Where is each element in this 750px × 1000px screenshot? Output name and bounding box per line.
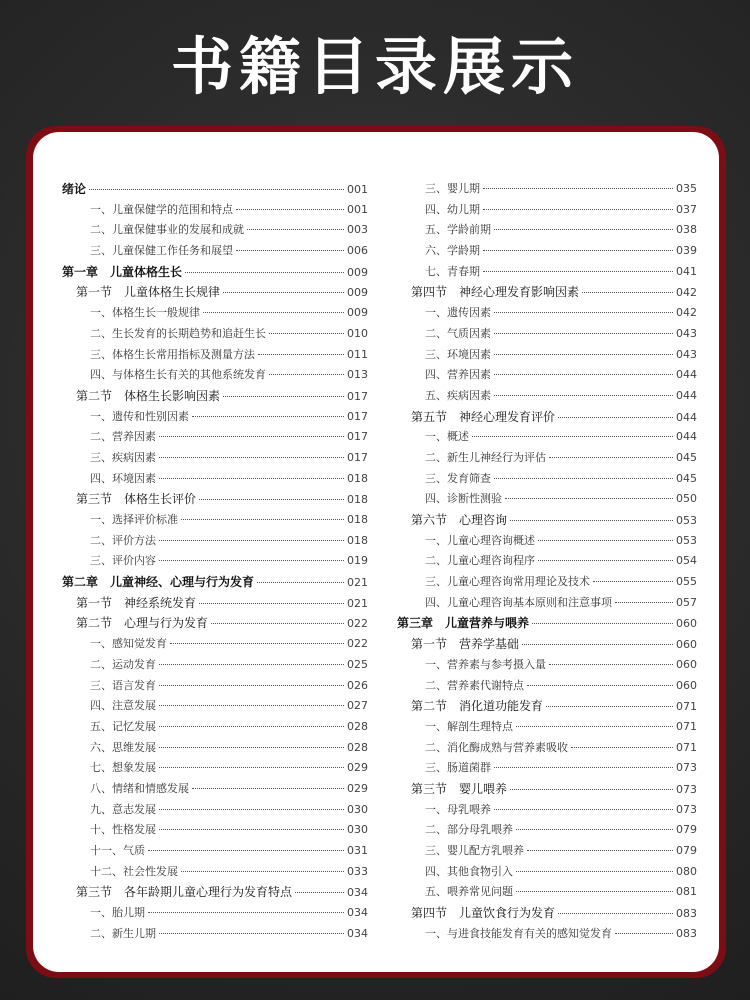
toc-entry-label: 一、概述	[425, 430, 469, 444]
toc-item-row	[397, 883, 697, 904]
leader-dots	[615, 933, 673, 934]
toc-entry-page: 013	[347, 368, 368, 382]
toc-entry-page: 053	[676, 514, 697, 527]
leader-dots	[159, 540, 344, 541]
toc-entry-label: 三、发育筛查	[425, 471, 491, 485]
toc-item-row	[397, 532, 697, 553]
toc-section-row	[397, 780, 697, 801]
leader-dots	[483, 209, 673, 210]
toc-item-row	[62, 221, 368, 242]
leader-dots	[181, 519, 344, 520]
leader-dots	[192, 788, 344, 789]
toc-entry-page: 043	[676, 347, 697, 361]
leader-dots	[516, 829, 673, 830]
toc-item-row	[62, 677, 368, 698]
toc-chapter-row	[397, 614, 697, 635]
toc-item-row	[62, 325, 368, 346]
toc-entry-page: 030	[347, 823, 368, 837]
toc-entry-label: 一、与进食技能发育有关的感知觉发育	[425, 926, 612, 940]
toc-entry-label: 一、解剖生理特点	[425, 719, 513, 733]
toc-entry-label: 第四节 儿童饮食行为发育	[411, 906, 556, 921]
toc-entry-label: 第二节 体格生长影响因素	[76, 388, 221, 403]
toc-item-row	[62, 242, 368, 263]
leader-dots	[516, 891, 673, 892]
toc-item-row	[62, 408, 368, 429]
toc-entry-page: 006	[347, 244, 368, 258]
leader-dots	[516, 871, 673, 872]
toc-entry-page: 019	[347, 554, 368, 568]
toc-item-row	[397, 925, 697, 946]
leader-dots	[247, 229, 344, 230]
toc-entry-page: 071	[676, 700, 697, 714]
toc-entry-page: 055	[676, 575, 697, 589]
leader-dots	[516, 726, 673, 727]
leader-dots	[527, 850, 673, 851]
leader-dots	[527, 685, 673, 686]
leader-dots	[549, 457, 673, 458]
toc-section-row	[62, 283, 368, 304]
toc-item-row	[62, 346, 368, 367]
toc-entry-label: 二、新生儿神经行为评估	[425, 450, 546, 464]
toc-entry-label: 一、母乳喂养	[425, 802, 491, 816]
toc-item-row	[397, 842, 697, 863]
toc-entry-page: 022	[347, 637, 368, 651]
toc-entry-label: 第二章 儿童神经、心理与行为发育	[62, 575, 255, 590]
toc-entry-page: 081	[676, 885, 697, 899]
leader-dots	[494, 374, 673, 375]
toc-item-row	[397, 470, 697, 491]
toc-entry-page: 022	[347, 617, 368, 631]
toc-item-row	[62, 759, 368, 780]
leader-dots	[558, 913, 673, 914]
leader-dots	[159, 726, 344, 727]
toc-entry-label: 二、部分母乳喂养	[425, 823, 513, 837]
toc-entry-label: 十二、社会性发展	[90, 864, 178, 878]
leader-dots	[549, 664, 673, 665]
toc-item-row	[62, 739, 368, 760]
toc-item-row	[62, 801, 368, 822]
toc-entry-page: 028	[347, 719, 368, 733]
toc-entry-page: 031	[347, 844, 368, 857]
leader-dots	[199, 603, 344, 604]
toc-entry-page: 017	[347, 430, 368, 444]
toc-entry-label: 第三节 婴儿喂养	[411, 781, 508, 796]
toc-item-row	[397, 490, 697, 511]
toc-entry-label: 第一节 营养学基础	[411, 637, 520, 652]
toc-item-row	[397, 656, 697, 677]
leader-dots	[538, 540, 673, 541]
toc-entry-label: 二、消化酶成熟与营养素吸收	[425, 740, 568, 754]
leader-dots	[483, 188, 673, 189]
toc-entry-page: 060	[676, 657, 697, 671]
toc-item-row	[62, 842, 368, 863]
leader-dots	[494, 333, 673, 334]
leader-dots	[494, 354, 673, 355]
toc-entry-label: 二、新生儿期	[90, 926, 156, 940]
toc-entry-page: 071	[676, 740, 697, 754]
toc-entry-page: 034	[347, 886, 368, 900]
toc-entry-label: 四、环境因素	[90, 471, 156, 485]
toc-item-row	[397, 428, 697, 449]
leader-dots	[258, 354, 344, 355]
toc-item-row	[62, 925, 368, 946]
toc-item-row	[62, 304, 368, 325]
toc-entry-page: 001	[347, 183, 368, 196]
toc-entry-page: 026	[347, 678, 368, 692]
toc-section-row	[62, 594, 368, 615]
toc-entry-label: 七、青春期	[425, 264, 480, 278]
toc-entry-label: 第二节 心理与行为发育	[76, 616, 209, 631]
toc-item-row	[62, 532, 368, 553]
toc-entry-label: 第三节 各年龄期儿童心理行为发育特点	[76, 885, 293, 900]
toc-entry-page: 079	[676, 844, 697, 857]
toc-chapter-row	[62, 180, 368, 201]
toc-item-row	[397, 552, 697, 573]
toc-entry-page: 073	[676, 782, 697, 796]
toc-entry-label: 第六节 心理咨询	[411, 513, 508, 527]
toc-entry-page: 001	[347, 202, 368, 216]
toc-entry-label: 第二节 消化道功能发育	[411, 699, 544, 714]
toc-entry-page: 017	[347, 450, 368, 464]
toc-entry-label: 七、想象发展	[90, 761, 156, 775]
toc-item-row	[397, 759, 697, 780]
leader-dots	[159, 685, 344, 686]
toc-entry-label: 第一章 儿童体格生长	[62, 264, 183, 279]
toc-item-row	[62, 718, 368, 739]
leader-dots	[593, 581, 673, 582]
toc-entry-label: 四、与体格生长有关的其他系统发育	[90, 368, 266, 382]
toc-entry-label: 四、儿童心理咨询基本原则和注意事项	[425, 595, 612, 609]
toc-section-row	[397, 635, 697, 656]
toc-item-row	[397, 677, 697, 698]
toc-item-row	[397, 346, 697, 367]
toc-item-row	[397, 801, 697, 822]
toc-entry-page: 030	[347, 802, 368, 816]
leader-dots	[546, 706, 673, 707]
toc-chapter-row	[62, 263, 368, 284]
toc-entry-page: 050	[676, 492, 697, 506]
toc-entry-page: 073	[676, 761, 697, 775]
toc-entry-label: 四、幼儿期	[425, 202, 480, 216]
leader-dots	[203, 312, 344, 313]
leader-dots	[159, 705, 344, 706]
leader-dots	[257, 582, 344, 583]
toc-entry-label: 一、感知觉发育	[90, 637, 167, 651]
leader-dots	[558, 417, 673, 418]
leader-dots	[223, 292, 344, 293]
toc-item-row	[62, 428, 368, 449]
toc-entry-page: 009	[347, 306, 368, 320]
leader-dots	[269, 333, 344, 334]
toc-entry-page: 057	[676, 595, 697, 609]
toc-entry-page: 083	[676, 926, 697, 940]
toc-entry-page: 033	[347, 864, 368, 878]
toc-section-row	[397, 283, 697, 304]
toc-entry-label: 二、营养因素	[90, 430, 156, 444]
toc-section-row	[397, 408, 697, 429]
leader-dots	[148, 850, 344, 851]
leader-dots	[148, 912, 344, 913]
toc-section-row	[397, 511, 697, 532]
toc-entry-page: 009	[347, 286, 368, 300]
leader-dots	[159, 478, 344, 479]
leader-dots	[494, 395, 673, 396]
toc-section-row	[62, 614, 368, 635]
leader-dots	[170, 643, 344, 644]
toc-entry-label: 绪论	[62, 182, 87, 196]
toc-item-row	[397, 449, 697, 470]
toc-item-row	[397, 304, 697, 325]
toc-item-row	[62, 552, 368, 573]
leader-dots	[159, 664, 344, 665]
toc-entry-label: 一、儿童心理咨询概述	[425, 533, 535, 547]
leader-dots	[89, 189, 344, 190]
toc-entry-label: 第一节 神经系统发育	[76, 595, 197, 610]
toc-item-row	[62, 201, 368, 222]
leader-dots	[615, 602, 673, 603]
toc-entry-page: 044	[676, 430, 697, 444]
leader-dots	[236, 250, 344, 251]
leader-dots	[494, 312, 673, 313]
toc-entry-label: 第三章 儿童营养与喂养	[397, 616, 530, 631]
leader-dots	[582, 292, 673, 293]
toc-entry-page: 042	[676, 306, 697, 320]
toc-entry-page: 080	[676, 864, 697, 878]
toc-item-row	[62, 863, 368, 884]
toc-entry-label: 五、疾病因素	[425, 388, 491, 402]
toc-entry-page: 044	[676, 410, 697, 424]
toc-entry-label: 一、儿童保健学的范围和特点	[90, 202, 233, 216]
toc-entry-page: 054	[676, 554, 697, 568]
toc-item-row	[397, 201, 697, 222]
leader-dots	[159, 767, 344, 768]
leader-dots	[522, 644, 673, 645]
toc-entry-page: 079	[676, 823, 697, 837]
toc-entry-page: 037	[676, 202, 697, 216]
leader-dots	[159, 829, 344, 830]
toc-entry-label: 四、注意发展	[90, 699, 156, 713]
leader-dots	[159, 809, 344, 810]
banner-title: 书籍目录展示	[170, 30, 579, 103]
toc-item-row	[397, 718, 697, 739]
toc-entry-label: 三、儿童心理咨询常用理论及技术	[425, 575, 590, 589]
toc-section-row	[397, 697, 697, 718]
toc-entry-label: 六、思维发展	[90, 740, 156, 754]
toc-item-row	[397, 325, 697, 346]
toc-entry-label: 三、儿童保健工作任务和展望	[90, 244, 233, 258]
toc-entry-page: 071	[676, 719, 697, 733]
toc-entry-label: 三、语言发育	[90, 678, 156, 692]
toc-item-row	[397, 594, 697, 615]
toc-entry-page: 028	[347, 740, 368, 754]
leader-dots	[192, 416, 344, 417]
toc-entry-page: 018	[347, 493, 368, 507]
leader-dots	[159, 457, 344, 458]
toc-entry-page: 029	[347, 761, 368, 775]
toc-entry-page: 039	[676, 244, 697, 258]
toc-entry-label: 三、婴儿配方乳喂养	[425, 844, 524, 857]
toc-section-row	[62, 387, 368, 408]
toc-item-row	[62, 904, 368, 925]
toc-entry-page: 027	[347, 699, 368, 713]
toc-entry-page: 060	[676, 617, 697, 631]
toc-item-row	[62, 697, 368, 718]
toc-entry-page: 029	[347, 781, 368, 795]
leader-dots	[185, 272, 344, 273]
toc-entry-page: 045	[676, 450, 697, 464]
leader-dots	[159, 933, 344, 934]
toc-item-row	[62, 656, 368, 677]
toc-entry-label: 五、喂养常见问题	[425, 885, 513, 899]
toc-entry-label: 四、营养因素	[425, 368, 491, 382]
toc-item-row	[397, 221, 697, 242]
toc-entry-label: 二、儿童保健事业的发展和成就	[90, 223, 244, 237]
toc-entry-label: 三、体格生长常用指标及测量方法	[90, 347, 255, 361]
leader-dots	[295, 892, 344, 893]
toc-entry-page: 017	[347, 389, 368, 403]
leader-dots	[181, 871, 344, 872]
leader-dots	[269, 374, 344, 375]
toc-entry-label: 第三节 体格生长评价	[76, 492, 197, 507]
toc-entry-label: 五、学龄前期	[425, 223, 491, 237]
toc-entry-label: 三、肠道菌群	[425, 761, 491, 775]
toc-entry-page: 035	[676, 182, 697, 195]
toc-entry-label: 一、遗传和性别因素	[90, 409, 189, 423]
toc-item-row	[397, 242, 697, 263]
toc-entry-page: 034	[347, 906, 368, 920]
leader-dots	[223, 396, 344, 397]
toc-entry-page: 053	[676, 533, 697, 547]
toc-entry-label: 二、营养素代谢特点	[425, 678, 524, 692]
toc-entry-label: 三、环境因素	[425, 347, 491, 361]
leader-dots	[483, 250, 673, 251]
toc-entry-page: 021	[347, 596, 368, 610]
toc-entry-label: 一、选择评价标准	[90, 513, 178, 526]
toc-entry-page: 041	[676, 264, 697, 278]
leader-dots	[532, 623, 673, 624]
leader-dots	[236, 209, 344, 210]
toc-entry-label: 二、生长发育的长期趋势和追赶生长	[90, 326, 266, 340]
toc-entry-label: 十一、气质	[90, 844, 145, 857]
leader-dots	[494, 809, 673, 810]
toc-entry-label: 九、意志发展	[90, 802, 156, 816]
toc-item-row	[397, 387, 697, 408]
toc-entry-label: 一、营养素与参考摄入量	[425, 657, 546, 671]
toc-entry-page: 009	[347, 265, 368, 279]
toc-entry-page: 060	[676, 638, 697, 652]
toc-item-row	[397, 263, 697, 284]
leader-dots	[159, 560, 344, 561]
toc-entry-page: 045	[676, 471, 697, 485]
toc-entry-label: 二、运动发育	[90, 657, 156, 671]
leader-dots	[211, 623, 344, 624]
toc-entry-label: 十、性格发展	[90, 823, 156, 837]
toc-entry-label: 三、婴儿期	[425, 182, 480, 195]
toc-entry-page: 042	[676, 286, 697, 300]
leader-dots	[199, 499, 344, 500]
leader-dots	[505, 498, 673, 499]
toc-entry-label: 一、胎儿期	[90, 906, 145, 920]
toc-item-row	[397, 739, 697, 760]
leader-dots	[159, 436, 344, 437]
toc-entry-label: 二、气质因素	[425, 326, 491, 340]
toc-entry-page: 073	[676, 802, 697, 816]
toc-item-row	[397, 821, 697, 842]
toc-item-row	[62, 635, 368, 656]
leader-dots	[483, 271, 673, 272]
toc-item-row	[397, 366, 697, 387]
leader-dots	[494, 767, 673, 768]
leader-dots	[510, 520, 673, 521]
toc-item-row	[397, 180, 697, 201]
leader-dots	[494, 478, 673, 479]
toc-entry-label: 二、评价方法	[90, 533, 156, 547]
toc-entry-label: 四、其他食物引入	[425, 864, 513, 878]
toc-item-row	[62, 449, 368, 470]
toc-entry-label: 四、诊断性测验	[425, 492, 502, 506]
leader-dots	[494, 229, 673, 230]
toc-entry-page: 044	[676, 368, 697, 382]
toc-item-row	[62, 470, 368, 491]
leader-dots	[159, 747, 344, 748]
toc-entry-label: 一、遗传因素	[425, 306, 491, 320]
toc-section-row	[62, 883, 368, 904]
toc-chapter-row	[62, 573, 368, 594]
toc-entry-page: 017	[347, 409, 368, 423]
toc-entry-page: 044	[676, 388, 697, 402]
toc-entry-page: 038	[676, 223, 697, 237]
toc-entry-page: 060	[676, 678, 697, 692]
toc-entry-label: 第四节 神经心理发育影响因素	[411, 285, 580, 300]
leader-dots	[538, 560, 673, 561]
toc-entry-label: 五、记忆发展	[90, 719, 156, 733]
toc-entry-page: 018	[347, 471, 368, 485]
toc-entry-label: 三、疾病因素	[90, 450, 156, 464]
toc-entry-label: 一、体格生长一般规律	[90, 306, 200, 320]
toc-entry-page: 034	[347, 926, 368, 940]
toc-entry-label: 三、评价内容	[90, 554, 156, 568]
toc-entry-page: 018	[347, 533, 368, 547]
toc-item-row	[62, 511, 368, 532]
toc-item-row	[62, 780, 368, 801]
leader-dots	[472, 436, 673, 437]
toc-section-row	[397, 904, 697, 925]
toc-entry-page: 011	[347, 347, 368, 361]
toc-entry-label: 六、学龄期	[425, 244, 480, 258]
toc-entry-page: 018	[347, 513, 368, 526]
leader-dots	[510, 789, 673, 790]
toc-entry-page: 083	[676, 907, 697, 921]
toc-entry-page: 025	[347, 657, 368, 671]
toc-section-row	[62, 490, 368, 511]
toc-entry-label: 八、情绪和情感发展	[90, 781, 189, 795]
toc-entry-page: 043	[676, 326, 697, 340]
toc-item-row	[397, 573, 697, 594]
toc-entry-page: 021	[347, 576, 368, 590]
toc-entry-label: 第五节 神经心理发育评价	[411, 409, 556, 424]
toc-entry-page: 010	[347, 326, 368, 340]
toc-entry-label: 二、儿童心理咨询程序	[425, 554, 535, 568]
leader-dots	[571, 747, 673, 748]
toc-right-column	[397, 180, 697, 945]
toc-entry-page: 003	[347, 223, 368, 237]
toc-item-row	[62, 821, 368, 842]
toc-entry-label: 第一节 儿童体格生长规律	[76, 285, 221, 300]
toc-item-row	[397, 863, 697, 884]
toc-item-row	[62, 366, 368, 387]
toc-left-column	[62, 180, 368, 945]
